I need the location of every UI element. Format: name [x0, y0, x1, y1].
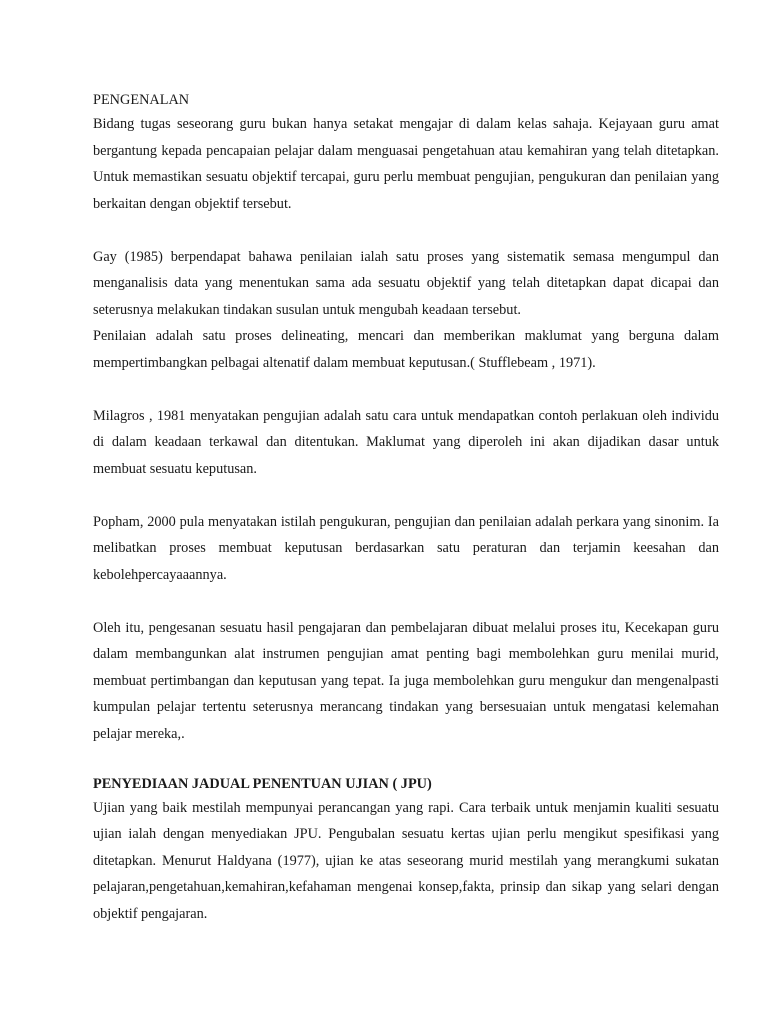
- paragraph-popham: Popham, 2000 pula menyatakan istilah pengukuran, pengujian dan penilaian adalah perkara yang sinonim. Ia melibatkan proses membuat keputusan berdasarkan satu peraturan dan terjamin keesahan dan kebolehpercayaaannya.: [93, 513, 719, 583]
- paragraph-spacer: [93, 482, 719, 509]
- section-heading-pengenalan: PENGENALAN: [93, 92, 190, 108]
- paragraph-spacer: [93, 588, 719, 615]
- document-page: [93, 90, 719, 927]
- paragraph-spacer: [93, 376, 719, 403]
- paragraph-ujian: Ujian yang baik mestilah mempunyai perancangan yang rapi. Cara terbaik untuk menjamin kualiti sesuatu ujian ialah dengan menyediakan JPU. Pengubalan sesuatu kertas ujian perlu mengikut spesifikasi yang ditetapkan. Menurut Haldyana (1977), ujian ke atas seseorang murid mestilah yang merangkumi sukatan pelajaran,pengetahuan,kemahiran,kefahaman mengenai konsep,fakta, prinsip dan sikap yang selari dengan objektif pengajaran.: [93, 799, 719, 922]
- section-heading-jpu: PENYEDIAAN JADUAL PENENTUAN UJIAN ( JPU): [93, 775, 432, 792]
- paragraph-gay: Gay (1985) berpendapat bahawa penilaian ialah satu proses yang sistematik semasa mengumpul dan menganalisis data yang menentukan sama ada sesuatu objektif yang telah ditetapkan dapat dicapai dan seterusnya melakukan tindakan susulan untuk mengubah keadaan tersebut.: [93, 248, 719, 318]
- paragraph-spacer: [93, 217, 719, 244]
- paragraph-oleh-itu: Oleh itu, pengesanan sesuatu hasil pengajaran dan pembelajaran dibuat melalui proses itu, Kecekapan guru dalam membangunkan alat instrumen pengujian amat penting bagi membolehkan guru menilai murid, membuat pertimbangan dan keputusan yang tepat. Ia juga membolehkan guru mengukur dan mengenalpasti kumpulan pelajar tertentu seterusnya merancang tindakan yang bersesuaian untuk mengatasi kelemahan pelajar mereka,.: [93, 619, 719, 742]
- paragraph-stufflebeam: Penilaian adalah satu proses delineating, mencari dan memberikan maklumat yang berguna dalam mempertimbangkan pelbagai altenatif dalam membuat keputusan.( Stufflebeam , 1971).: [93, 328, 719, 371]
- paragraph-spacer: [93, 747, 719, 774]
- paragraph-milagros: Milagros , 1981 menyatakan pengujian adalah satu cara untuk mendapatkan contoh perlakuan oleh individu di dalam keadaan terkawal dan ditentukan. Maklumat yang diperoleh ini akan dijadikan dasar untuk membuat sesuatu keputusan.: [93, 407, 719, 477]
- paragraph-intro: Bidang tugas seseorang guru bukan hanya setakat mengajar di dalam kelas sahaja. Kejayaan guru amat bergantung kepada pencapaian pelajar dalam menguasai pengetahuan atau kemahiran yang telah ditetapkan. Untuk memastikan sesuatu objektif tercapai, guru perlu membuat pengujian, pengukuran dan penilaian yang berkaitan dengan objektif tersebut.: [93, 116, 719, 212]
